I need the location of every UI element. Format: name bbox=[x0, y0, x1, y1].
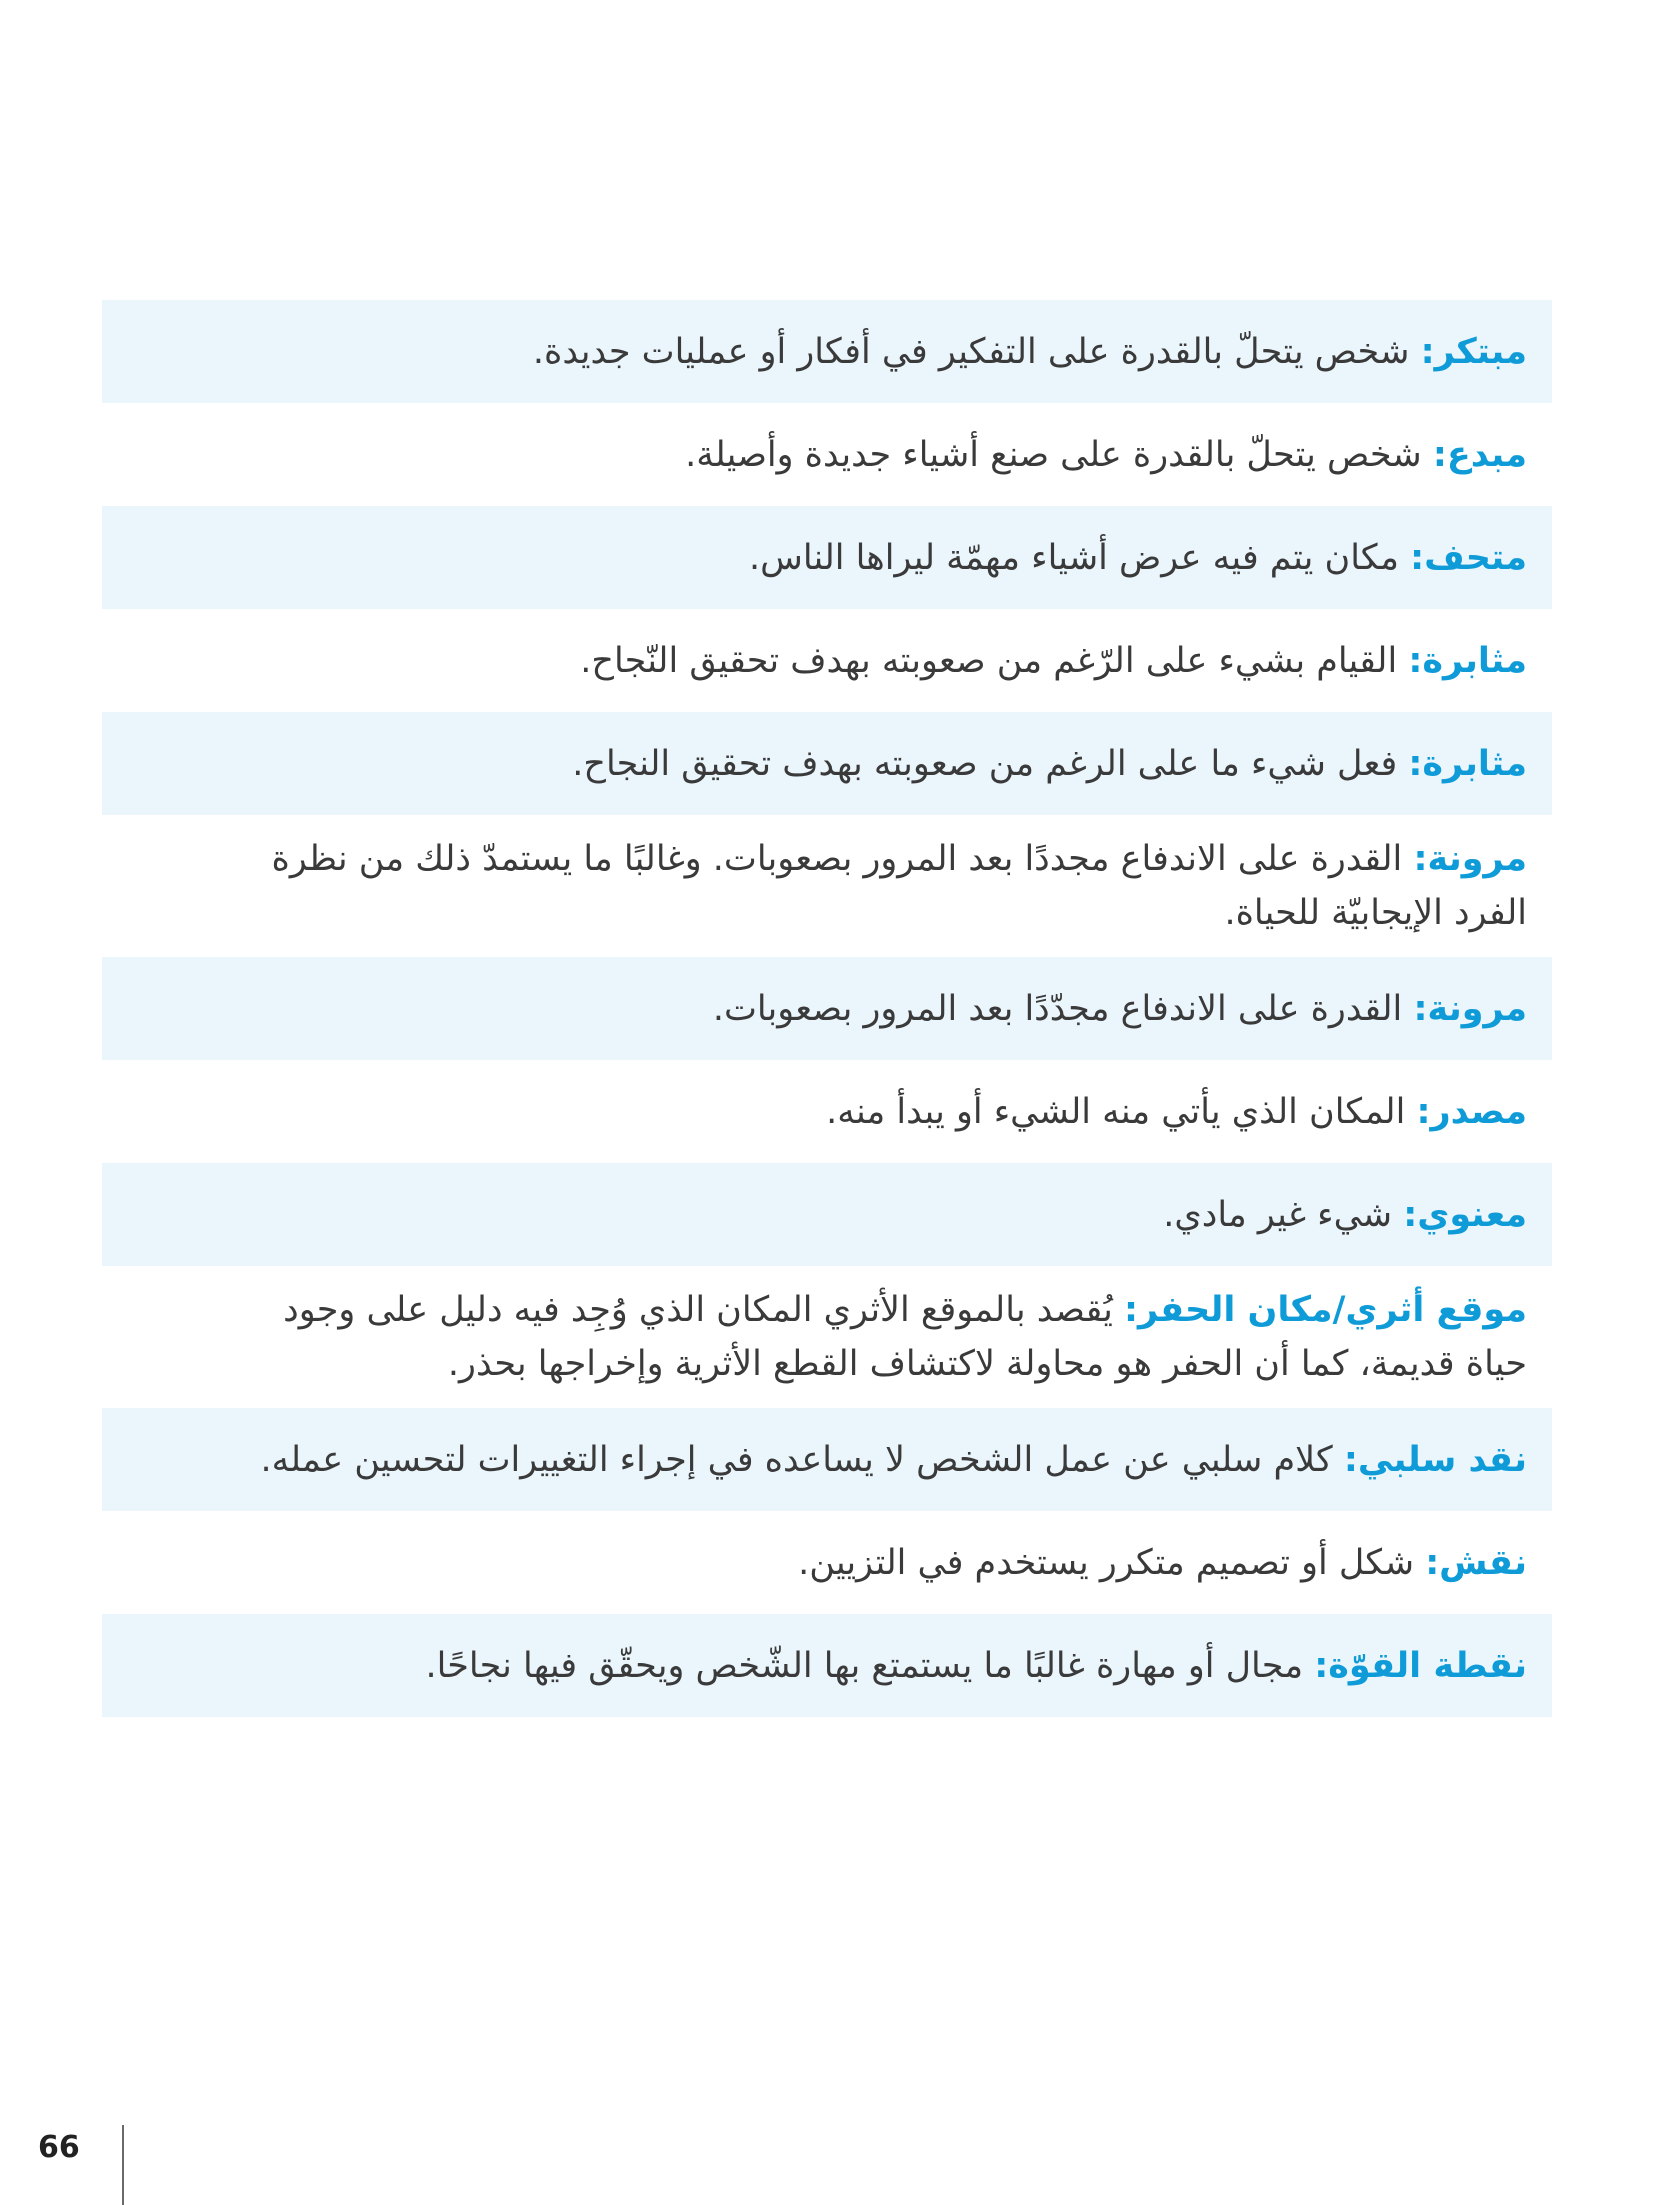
term: موقع أثري/مكان الحفر: bbox=[1124, 1290, 1527, 1330]
glossary-entry-naqd-salbi bbox=[102, 1408, 1552, 1511]
entry-line bbox=[127, 1433, 1527, 1487]
entry-line bbox=[127, 1188, 1527, 1242]
glossary-entry-muruna-1 bbox=[102, 815, 1552, 957]
definition: يُقصد بالموقع الأثري المكان الذي وُجِد فيه دليل على وجود bbox=[283, 1290, 1113, 1330]
definition: القيام بشيء على الرّغم من صعوبته بهدف تحقيق النّجاح. bbox=[580, 640, 1398, 681]
term: مبدع: bbox=[1432, 434, 1527, 475]
entry-line bbox=[127, 428, 1527, 482]
definition: كلام سلبي عن عمل الشخص لا يساعده في إجراء التغييرات لتحسين عمله. bbox=[260, 1439, 1333, 1480]
glossary-entry-mubdi bbox=[102, 403, 1552, 506]
glossary-entry-mawqi-athari bbox=[102, 1266, 1552, 1408]
glossary-entry-mubtakir bbox=[102, 300, 1552, 403]
definition: فعل شيء ما على الرغم من صعوبته بهدف تحقيق النجاح. bbox=[572, 743, 1398, 784]
glossary-list bbox=[102, 300, 1552, 1717]
term: متحف: bbox=[1410, 537, 1527, 578]
definition: شخص يتحلّ بالقدرة على صنع أشياء جديدة وأصيلة. bbox=[685, 434, 1422, 475]
glossary-entry-nuqtat-alquwwa bbox=[102, 1614, 1552, 1717]
entry-line-continued: الفرد الإيجابيّة للحياة. bbox=[1224, 893, 1527, 933]
definition: مكان يتم فيه عرض أشياء مهمّة ليراها الناس. bbox=[749, 537, 1399, 578]
glossary-entry-manawi bbox=[102, 1163, 1552, 1266]
term: مرونة: bbox=[1413, 988, 1527, 1029]
page-number: 66 bbox=[38, 2130, 80, 2165]
definition: شكل أو تصميم متكرر يستخدم في التزيين. bbox=[798, 1542, 1415, 1583]
definition: القدرة على الاندفاع مجدّدًا بعد المرور بصعوبات. bbox=[712, 988, 1403, 1029]
term: مثابرة: bbox=[1408, 640, 1527, 681]
term: نقد سلبي: bbox=[1343, 1439, 1527, 1480]
entry-line bbox=[127, 634, 1527, 688]
glossary-entry-masdar bbox=[102, 1060, 1552, 1163]
term: نقش: bbox=[1425, 1542, 1527, 1583]
glossary-entry-muthabara-1 bbox=[102, 609, 1552, 712]
definition: شيء غير مادي. bbox=[1163, 1194, 1393, 1235]
page-number-divider bbox=[122, 2125, 124, 2205]
glossary-entry-naqsh bbox=[102, 1511, 1552, 1614]
entry-line bbox=[127, 737, 1527, 791]
entry-line bbox=[127, 1085, 1527, 1139]
entry-line bbox=[127, 1283, 1527, 1337]
glossary-entry-mathaf bbox=[102, 506, 1552, 609]
glossary-entry-muthabara-2 bbox=[102, 712, 1552, 815]
entry-line-continued: حياة قديمة، كما أن الحفر هو محاولة لاكتشاف القطع الأثرية وإخراجها بحذر. bbox=[447, 1344, 1527, 1384]
term: نقطة القوّة: bbox=[1314, 1645, 1527, 1686]
entry-line bbox=[127, 531, 1527, 585]
term: مصدر: bbox=[1416, 1091, 1527, 1132]
entry-line bbox=[127, 1639, 1527, 1693]
entry-line bbox=[127, 325, 1527, 379]
definition: المكان الذي يأتي منه الشيء أو يبدأ منه. bbox=[826, 1091, 1406, 1132]
definition: شخص يتحلّ بالقدرة على التفكير في أفكار أو عمليات جديدة. bbox=[532, 331, 1410, 372]
entry-line bbox=[127, 982, 1527, 1036]
term: مبتكر: bbox=[1420, 331, 1527, 372]
term: مرونة: bbox=[1413, 839, 1527, 879]
glossary-entry-muruna-2 bbox=[102, 957, 1552, 1060]
entry-line bbox=[127, 832, 1527, 886]
definition: القدرة على الاندفاع مجددًا بعد المرور بصعوبات. وغالبًا ما يستمدّ ذلك من نظرة bbox=[271, 839, 1403, 879]
term: معنوي: bbox=[1403, 1194, 1527, 1235]
entry-line bbox=[127, 1536, 1527, 1590]
term: مثابرة: bbox=[1408, 743, 1527, 784]
definition: مجال أو مهارة غالبًا ما يستمتع بها الشّخص ويحقّق فيها نجاحًا. bbox=[425, 1645, 1304, 1686]
